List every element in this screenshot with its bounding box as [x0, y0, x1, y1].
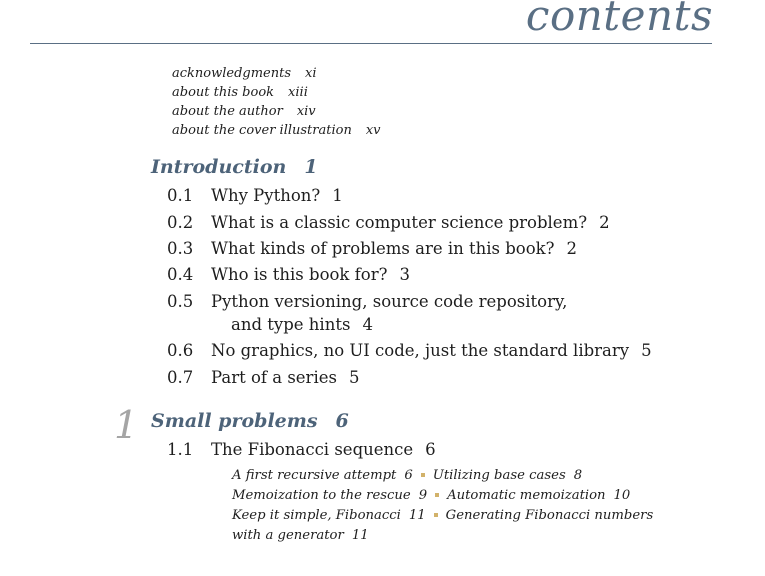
entry-page: xiv	[296, 104, 316, 119]
heading-title: Introduction	[151, 156, 287, 178]
toc-section-0-5[interactable]	[167, 292, 567, 312]
section-title: Python versioning, source code repository,	[211, 292, 568, 311]
toc-section-0-6[interactable]	[167, 341, 652, 361]
section-page: 1	[332, 186, 343, 205]
toc-entry-acknowledgments[interactable]	[172, 66, 317, 82]
page-title: contents	[525, 0, 713, 40]
heading-title: Small problems	[151, 410, 318, 432]
entry-label: about this book	[172, 85, 275, 100]
subsection-entry-continued[interactable]	[232, 528, 369, 543]
section-number: 0.3	[167, 239, 194, 258]
section-number: 0.4	[167, 265, 194, 284]
section-title: No graphics, no UI code, just the standard library	[211, 341, 630, 360]
entry-label: about the author	[172, 104, 283, 119]
subsection-entry[interactable]	[232, 488, 427, 503]
toc-entry-about-the-cover[interactable]	[172, 123, 381, 139]
subsection-title: A first recursive attempt	[232, 468, 397, 483]
section-page: 4	[362, 315, 373, 334]
section-page: 6	[425, 440, 436, 459]
section-number: 1.1	[167, 440, 194, 459]
subsection-title: Automatic memoization	[447, 488, 606, 503]
section-page: 5	[641, 341, 652, 360]
subsection-entry[interactable]	[232, 468, 413, 483]
toc-subsection-line	[232, 468, 582, 484]
subsection-page: 6	[404, 468, 413, 483]
entry-page: xi	[305, 66, 317, 81]
subsection-page: 11	[351, 528, 369, 543]
subsection-page: 11	[408, 508, 426, 523]
section-title-continued: and type hints	[231, 315, 351, 334]
toc-entry-about-this-book[interactable]	[172, 85, 308, 101]
subsection-entry[interactable]	[446, 508, 654, 523]
title-rule	[30, 43, 712, 44]
subsection-page: 10	[613, 488, 631, 503]
entry-label: about the cover illustration	[172, 123, 352, 138]
entry-label: acknowledgments	[172, 66, 292, 81]
subsection-page: 8	[573, 468, 583, 483]
subsection-entry[interactable]	[232, 508, 426, 523]
section-page: 3	[399, 265, 410, 284]
toc-heading-introduction[interactable]	[151, 156, 318, 178]
subsection-page: 9	[418, 488, 428, 503]
section-title: Why Python?	[211, 186, 321, 205]
toc-section-0-1[interactable]	[167, 186, 343, 206]
subsection-entry[interactable]	[447, 488, 630, 503]
heading-page: 6	[335, 410, 349, 432]
subsection-title: Utilizing base cases	[432, 468, 566, 483]
subsection-title: with a generator	[232, 528, 344, 543]
toc-heading-chapter-1[interactable]	[151, 410, 349, 432]
subsection-entry[interactable]	[433, 468, 582, 483]
entry-page: xv	[365, 123, 381, 138]
toc-section-1-1[interactable]	[167, 440, 436, 460]
toc-section-0-5-continued[interactable]	[231, 315, 373, 335]
toc-subsection-line	[232, 508, 653, 524]
toc-section-0-4[interactable]	[167, 265, 410, 285]
entry-page: xiii	[288, 85, 308, 100]
toc-section-0-7[interactable]	[167, 368, 359, 388]
section-page: 2	[599, 213, 610, 232]
separator-icon	[421, 473, 425, 477]
chapter-number: 1	[114, 403, 139, 447]
heading-page: 1	[304, 156, 318, 178]
section-title: Who is this book for?	[211, 265, 388, 284]
subsection-title: Memoization to the rescue	[232, 488, 411, 503]
toc-section-0-2[interactable]	[167, 213, 610, 233]
section-number: 0.6	[167, 341, 194, 360]
subsection-title: Keep it simple, Fibonacci	[232, 508, 401, 523]
separator-icon	[435, 493, 439, 497]
section-number: 0.1	[167, 186, 194, 205]
section-number: 0.2	[167, 213, 194, 232]
section-title: What is a classic computer science problem?	[211, 213, 588, 232]
section-number: 0.7	[167, 368, 194, 387]
section-page: 2	[566, 239, 578, 258]
section-title: Part of a series	[211, 368, 337, 387]
toc-subsection-line	[232, 528, 369, 544]
toc-entry-about-the-author[interactable]	[172, 104, 316, 120]
subsection-title: Generating Fibonacci numbers	[445, 508, 654, 523]
section-page: 5	[348, 368, 360, 387]
separator-icon	[434, 513, 438, 517]
toc-section-0-3[interactable]	[167, 239, 577, 259]
section-title: What kinds of problems are in this book?	[211, 239, 555, 258]
section-number: 0.5	[167, 292, 194, 311]
section-title: The Fibonacci sequence	[211, 440, 414, 459]
toc-subsection-line	[232, 488, 630, 504]
